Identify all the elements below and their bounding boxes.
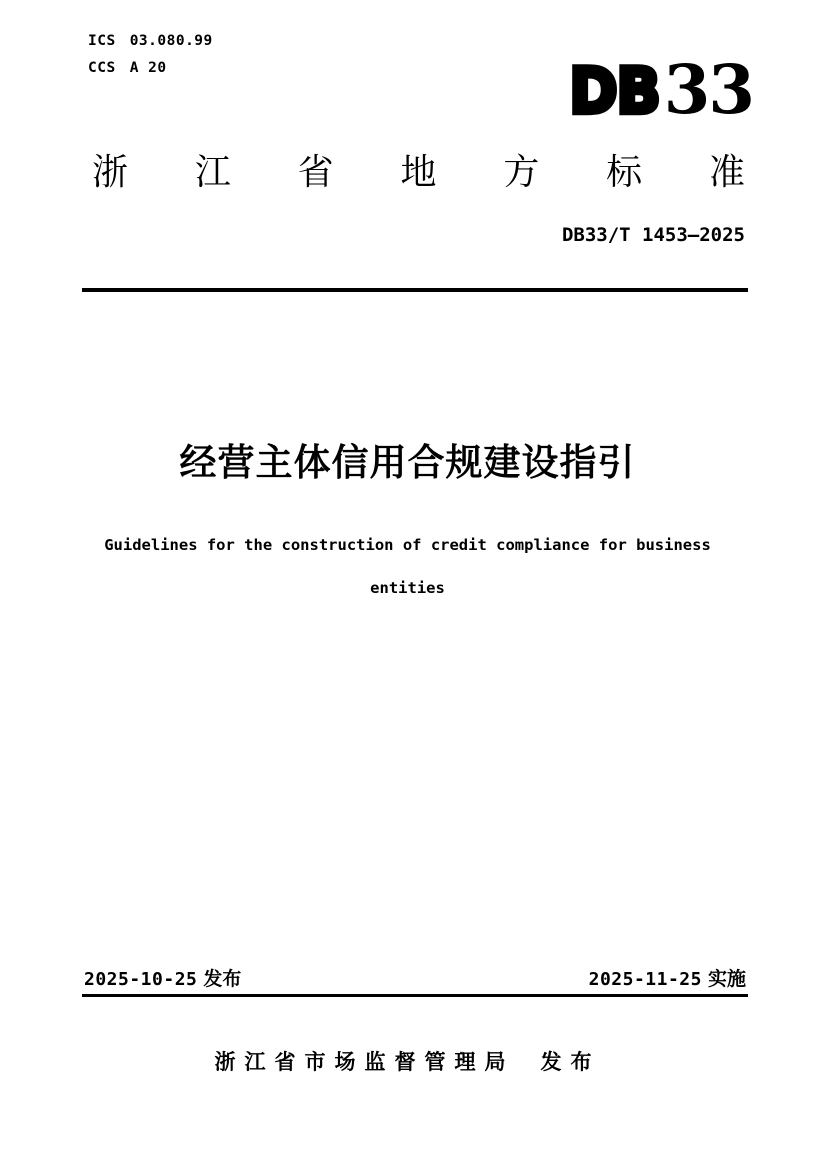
standard-number: DB33/T 1453—2025	[561, 224, 745, 246]
ics-value: 03.080.99	[129, 33, 213, 49]
issue-date-label: 发布	[203, 969, 242, 990]
db33-logo	[569, 50, 753, 129]
implementation-date-label: 实施	[707, 969, 746, 990]
ccs-label: CCS	[88, 60, 116, 76]
ccs-code-line	[88, 55, 213, 82]
standard-type-char: 方	[503, 151, 540, 192]
standard-type-char: 浙	[92, 151, 129, 192]
logo-region-number: 33	[663, 50, 753, 129]
standard-type-char: 准	[708, 151, 745, 192]
standard-type-char: 江	[194, 151, 231, 192]
issue-date-item	[84, 964, 241, 991]
bottom-divider	[82, 994, 748, 997]
standard-type-title	[92, 150, 745, 193]
ics-label: ICS	[88, 33, 116, 49]
publisher-line	[0, 1046, 815, 1076]
ics-code-line	[88, 28, 213, 55]
implementation-date-item	[589, 964, 746, 991]
classification-codes	[88, 28, 213, 82]
document-title-zh: 经营主体信用合规建设指引	[179, 442, 636, 483]
standard-type-char: 地	[400, 151, 437, 192]
issue-date-value: 2025-10-25	[84, 969, 198, 990]
publisher-action: 发布	[540, 1051, 601, 1074]
document-title-en	[0, 524, 815, 610]
publisher-name: 浙江省市场监督管理局	[214, 1051, 515, 1074]
standard-type-char: 标	[606, 151, 643, 192]
logo-prefix-text: DB	[569, 53, 660, 128]
document-title-en-line2: entities	[370, 579, 445, 597]
ccs-value: A 20	[129, 60, 167, 76]
standard-type-char: 省	[297, 151, 334, 192]
dates-row	[84, 964, 746, 991]
top-divider	[82, 288, 748, 292]
document-title-en-line1: Guidelines for the construction of credit compliance for business	[104, 536, 711, 554]
implementation-date-value: 2025-11-25	[588, 969, 702, 990]
